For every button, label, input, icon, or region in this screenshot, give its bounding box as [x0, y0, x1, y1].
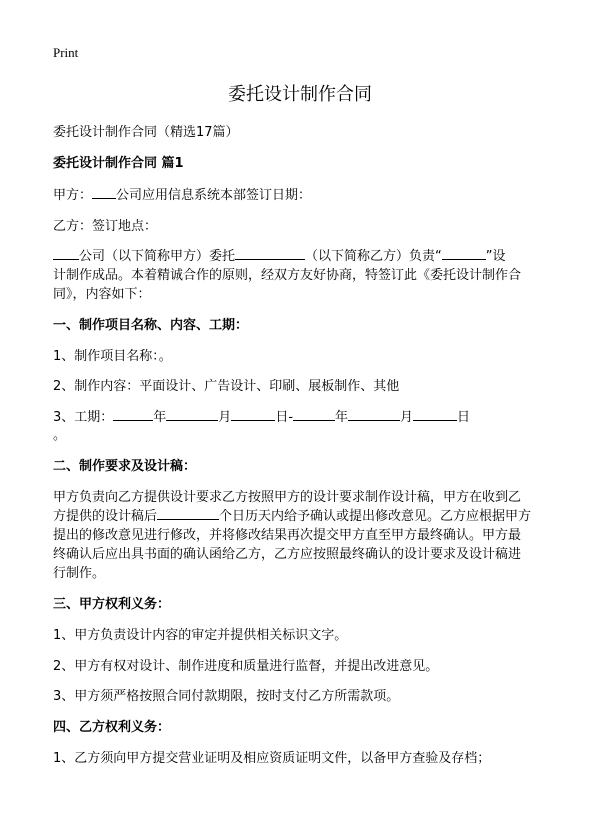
item-text: 年: [153, 410, 167, 425]
blank-field: [442, 247, 486, 260]
item-text: 日: [457, 410, 471, 425]
party-a-text: 公司应用信息系统本部签订日期：: [116, 188, 312, 203]
blank-field: [231, 408, 275, 421]
party-a-line: [53, 184, 547, 203]
intro-text: 公司（以下简称甲方）委托: [79, 249, 236, 264]
blank-field: [92, 186, 116, 199]
blank-field: [413, 408, 457, 421]
section-1-heading: 一、制作项目名称、内容、工期：: [53, 318, 249, 333]
section-2-line-3: 提出的修改意见进行修改，并将修改结果再次提交甲方直至甲方最终确认。甲方最: [53, 528, 522, 543]
section-2-line-1: 甲方负责向乙方提供设计要求乙方按照甲方的设计要求制作设计稿，甲方在收到乙: [53, 490, 522, 505]
blank-field: [113, 408, 153, 421]
section-2-line-4: 终确认后应出具书面的确认函给乙方，乙方应按照最终确认的设计要求及设计稿进: [53, 547, 522, 562]
intro-text: ”设: [485, 249, 506, 264]
item-text: 月: [400, 410, 414, 425]
section-3-item-3: 3、甲方须严格按照合同付款期限，按时支付乙方所需款项。: [53, 689, 400, 704]
blank-field: [166, 408, 218, 421]
section-3-item-2: 2、甲方有权对设计、制作进度和质量进行监督，并提出改进意见。: [53, 659, 439, 674]
item-text: 日-: [275, 410, 294, 425]
section-2-line-2: [53, 505, 547, 524]
section-1-item-3-end: 。: [53, 428, 67, 443]
section-2-text: 方提供的设计稿后: [53, 509, 158, 524]
intro-line-2: 计制作成品。本着精诚合作的原则，经双方友好协商，特签订此《委托设计制作合: [53, 268, 522, 283]
section-1-item-3: [53, 406, 547, 425]
intro-text: （以下简称乙方）负责“: [305, 249, 442, 264]
subtitle: 委托设计制作合同（精选17篇）: [53, 125, 239, 140]
item-text: 年: [335, 410, 349, 425]
party-a-label: 甲方：: [53, 188, 93, 203]
print-label[interactable]: Print: [53, 45, 79, 60]
blank-field: [157, 507, 219, 520]
section-4-item-1: 1、乙方须向甲方提交营业证明及相应资质证明文件，以备甲方查验及存档；: [53, 751, 491, 766]
section-1-item-1: 1、制作项目名称：。: [53, 349, 172, 364]
section-2-heading: 二、制作要求及设计稿：: [53, 459, 197, 474]
section-2-text: 个日历天内给予确认或提出修改意见。乙方应根据甲方: [219, 509, 532, 524]
blank-field: [293, 408, 335, 421]
section-3-heading: 三、甲方权利义务：: [53, 597, 171, 612]
page-title: 委托设计制作合同: [228, 84, 372, 105]
blank-field: [53, 247, 79, 260]
section-1-item-2: 2、制作内容：平面设计、广告设计、印刷、展板制作、其他: [53, 379, 400, 394]
intro-line-3: 同》，内容如下：: [53, 287, 151, 302]
section-2-line-5: 行制作。: [53, 566, 106, 581]
item-text: 月: [218, 410, 232, 425]
section-3-item-1: 1、甲方负责设计内容的审定并提供相关标识文字。: [53, 628, 348, 643]
party-b-line: 乙方：签订地点：: [53, 219, 158, 234]
intro-line-1: [53, 245, 547, 264]
item-text: 3、工期：: [53, 410, 114, 425]
section-4-heading: 四、乙方权利义务：: [53, 720, 171, 735]
blank-field: [348, 408, 400, 421]
article-heading: 委托设计制作合同 篇1: [53, 156, 184, 171]
blank-field: [235, 247, 305, 260]
